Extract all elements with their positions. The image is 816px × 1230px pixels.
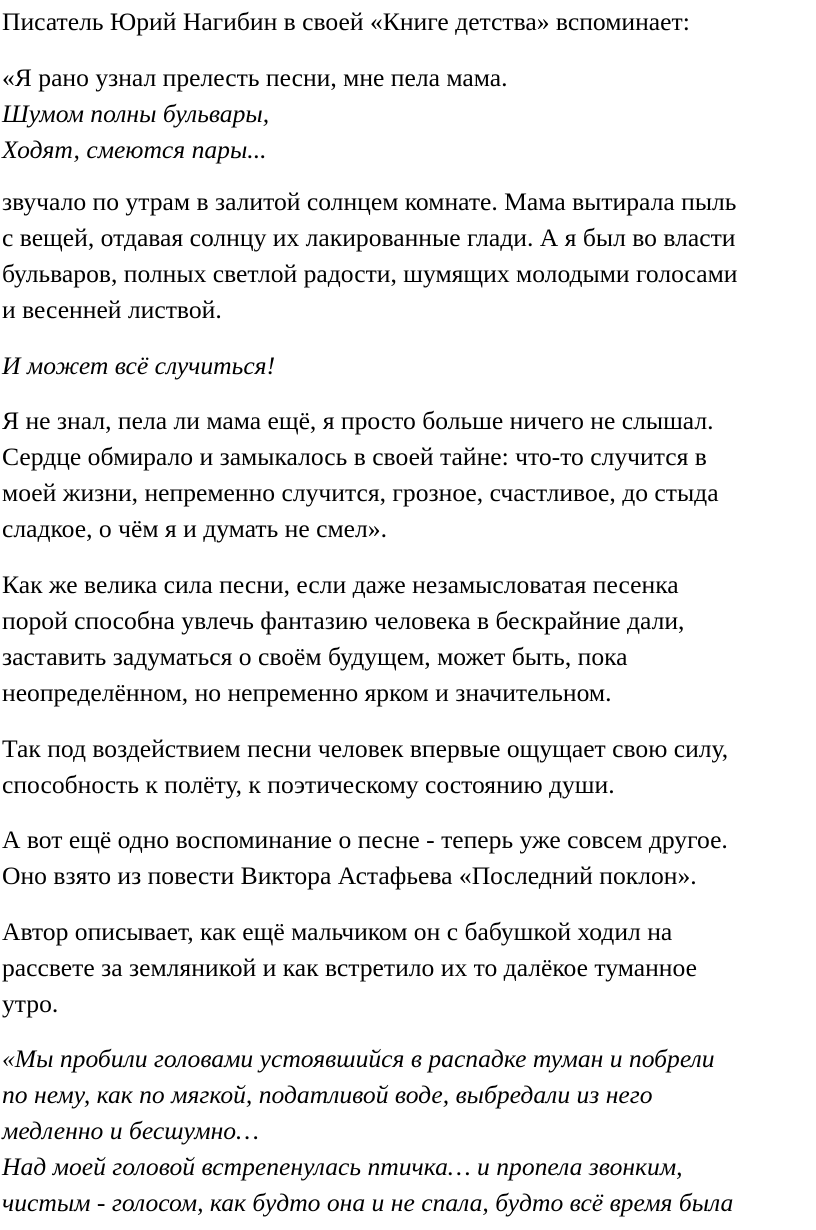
- text-line: с вещей, отдавая солнцу их лакированные глади. А я был во власти: [2, 223, 736, 252]
- paragraph-quote-nagibin: [0, 60, 508, 168]
- text-line: Так под воздействием песни человек впервые ощущает свою силу,: [2, 734, 729, 763]
- text-line: звучало по утрам в залитой солнцем комнате. Мама вытирала пыль: [2, 187, 737, 216]
- text-line: Я не знал, пела ли мама ещё, я просто больше ничего не слышал.: [2, 406, 714, 435]
- text-line: заставить задуматься о своём будущем, может быть, пока: [2, 642, 628, 671]
- text-line: и весенней листвой.: [2, 295, 222, 324]
- text-line: медленно и бесшумно…: [2, 1116, 259, 1145]
- text-line: сладкое, о чём я и думать не смел».: [2, 514, 387, 543]
- song-verse-line: Шумом полны бульвары,: [2, 99, 270, 128]
- paragraph-influence: [0, 731, 728, 803]
- text-line: неопределённом, но непременно ярком и значительном.: [2, 678, 612, 707]
- text-line: Оно взято из повести Виктора Астафьева «Последний поклон».: [2, 861, 697, 890]
- song-verse-line: Ходят, смеются пары...: [2, 135, 267, 164]
- text-line: рассвете за земляникой и как встретило их то далёкое туманное: [2, 953, 697, 982]
- paragraph-song-power: [0, 567, 684, 711]
- paragraph-morning-room: [0, 184, 737, 328]
- paragraph-heart: [0, 403, 719, 547]
- text-line: Писатель Юрий Нагибин в своей «Книге детства» вспоминает:: [2, 7, 690, 36]
- paragraph-quote-astafyev: [0, 1041, 733, 1221]
- text-line: бульваров, полных светлой радости, шумящих молодыми голосами: [2, 259, 738, 288]
- paragraph-song-line: [0, 348, 275, 384]
- paragraph-intro: [0, 4, 690, 40]
- text-line: А вот ещё одно воспоминание о песне - теперь уже совсем другое.: [2, 825, 728, 854]
- text-line: Как же велика сила песни, если даже незамысловатая песенка: [2, 570, 679, 599]
- text-line: способность к полёту, к поэтическому состоянию души.: [2, 770, 615, 799]
- song-verse-line: И может всё случиться!: [2, 351, 276, 380]
- text-line: «Я рано узнал прелесть песни, мне пела мама.: [2, 63, 508, 92]
- text-line: порой способна увлечь фантазию человека в бескрайние дали,: [2, 606, 685, 635]
- text-line: Над моей головой встрепенулась птичка… и пропела звонким,: [2, 1152, 683, 1181]
- paragraph-another-memory: [0, 822, 728, 894]
- text-line: «Мы пробили головами устоявшийся в распадке туман и побрели: [2, 1044, 715, 1073]
- paragraph-author-describes: [0, 914, 697, 1022]
- text-line: утро.: [2, 989, 59, 1018]
- text-line: моей жизни, непременно случится, грозное, счастливое, до стыда: [2, 478, 719, 507]
- text-line: по нему, как по мягкой, податливой воде, выбредали из него: [2, 1080, 653, 1109]
- text-line: Автор описывает, как ещё мальчиком он с бабушкой ходил на: [2, 917, 673, 946]
- text-line: чистым - голосом, как будто она и не спала, будто всё время была: [2, 1188, 734, 1217]
- text-line: Сердце обмирало и замыкалось в своей тайне: что-то случится в: [2, 442, 707, 471]
